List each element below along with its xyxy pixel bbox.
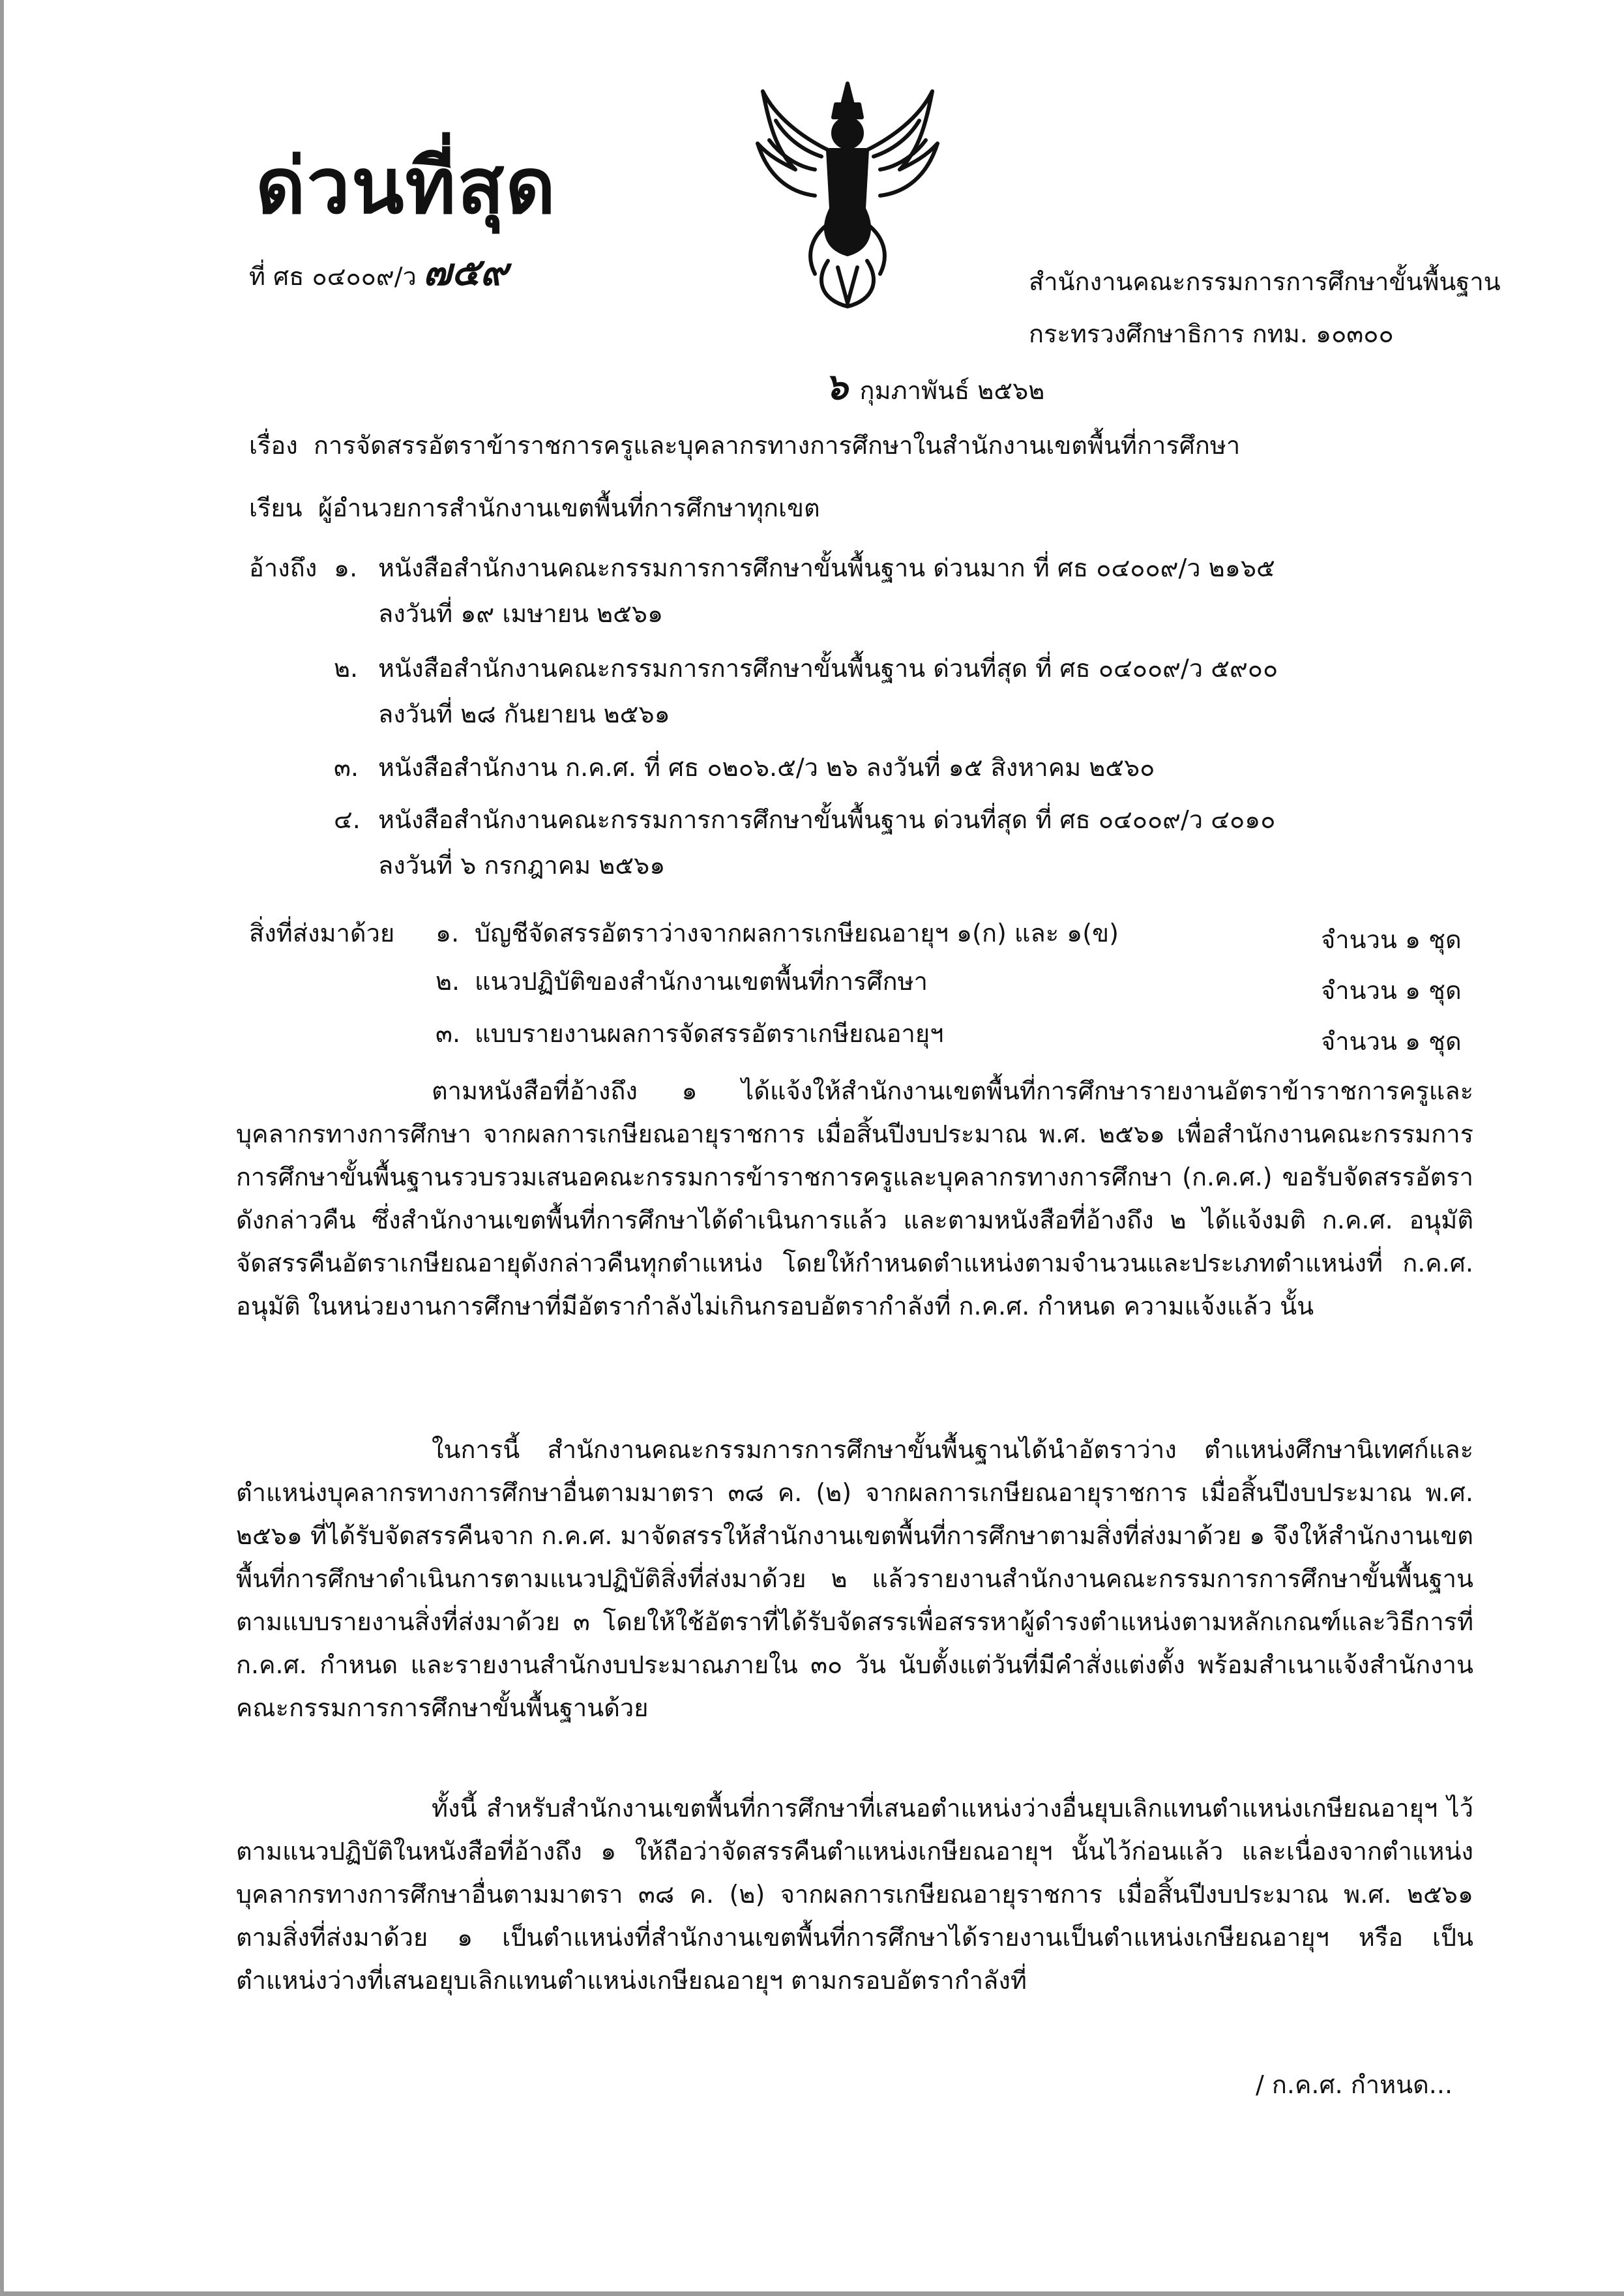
reference-label: ที่ ศธ ๐๔๐๐๙/ว bbox=[249, 262, 417, 291]
letter-date bbox=[825, 357, 1044, 415]
scan-edge-bottom bbox=[0, 2291, 1624, 2296]
date-month-year: กุมภาพันธ์ ๒๕๖๒ bbox=[859, 376, 1045, 405]
office-name: สำนักงานคณะกรรมการการศึกษาขั้นพื้นฐาน bbox=[1029, 267, 1501, 296]
date-day-handwritten: ๖ bbox=[825, 365, 848, 408]
reference-item-2-line1: หนังสือสำนักงานคณะกรรมการการศึกษาขั้นพื้นฐาน ด่วนที่สุด ที่ ศธ ๐๔๐๐๙/ว ๕๙๐๐ bbox=[378, 654, 1278, 683]
issuing-office bbox=[1029, 256, 1501, 360]
reference-item-4-line1: หนังสือสำนักงานคณะกรรมการการศึกษาขั้นพื้นฐาน ด่วนที่สุด ที่ ศธ ๐๔๐๐๙/ว ๔๐๑๐ bbox=[378, 805, 1276, 834]
reference-item-1-line2: ลงวันที่ ๑๙ เมษายน ๒๕๖๑ bbox=[378, 599, 664, 628]
subject-line bbox=[249, 425, 1240, 465]
reference-number bbox=[249, 241, 508, 302]
enclosures-label: สิ่งที่ส่งมาด้วย bbox=[249, 919, 395, 947]
references-label: อ้างถึง bbox=[249, 554, 317, 582]
addressee-line bbox=[249, 488, 820, 528]
office-address: กระทรวงศึกษาธิการ กทม. ๑๐๓๐๐ bbox=[1029, 320, 1394, 348]
reference-item-3-line1: หนังสือสำนักงาน ก.ค.ศ. ที่ ศธ ๐๒๐๖.๕/ว ๒๖ ลงวันที่ ๑๕ สิงหาคม ๒๕๖๐ bbox=[378, 753, 1155, 782]
reference-item-2-num: ๒. bbox=[334, 654, 359, 683]
reference-item-1-line1: หนังสือสำนักงานคณะกรรมการการศึกษาขั้นพื้นฐาน ด่วนมาก ที่ ศธ ๐๔๐๐๙/ว ๒๑๖๕ bbox=[378, 554, 1275, 582]
reference-item-4-num: ๔. bbox=[334, 805, 361, 834]
enclosure-item-3-text: แบบรายงานผลการจัดสรรอัตราเกษียณอายุฯ bbox=[475, 1019, 944, 1048]
addressee-label: เรียน bbox=[249, 494, 303, 522]
subject-text: การจัดสรรอัตราข้าราชการครูและบุคลากรทางการศึกษาในสำนักงานเขตพื้นที่การศึกษา bbox=[313, 431, 1241, 460]
garuda-emblem-icon bbox=[750, 78, 945, 313]
subject-label: เรื่อง bbox=[249, 431, 298, 460]
enclosure-item-2-num: ๒. bbox=[436, 967, 460, 996]
addressee-text: ผู้อำนวยการสำนักงานเขตพื้นที่การศึกษาทุกเขต bbox=[317, 494, 820, 522]
enclosure-item-2-qty: จำนวน ๑ ชุด bbox=[1321, 976, 1462, 1005]
continuation-marker: / ก.ค.ศ. กำหนด... bbox=[1256, 2070, 1453, 2099]
reference-item-4-line2: ลงวันที่ ๖ กรกฎาคม ๒๕๖๑ bbox=[378, 851, 666, 880]
scan-edge-left bbox=[0, 0, 4, 2296]
enclosure-item-1-num: ๑. bbox=[436, 919, 460, 947]
body-paragraph-1: ตามหนังสือที่อ้างถึง ๑ ได้แจ้งให้สำนักงานเขตพื้นที่การศึกษารายงานอัตราข้าราชการครูและบุคลากรทางการศึกษา จากผลการเกษียณอายุราชการ เมื่อสิ้นปีงบประมาณ พ.ศ. ๒๕๖๑ เพื่อสำนักงานคณะกรรมการการศึกษาขั้นพื้นฐานรวบรวมเสนอคณะกรรมการข้าราชการครูและบุคลากรทางการศึกษา (ก.ค.ศ.) ขอรับจัดสรรอัตราดังกล่าวคืน ซึ่งสำนักงานเขตพื้นที่การศึกษาได้ดำเนินการแล้ว และตามหนังสือที่อ้างถึง ๒ ได้แจ้งมติ ก.ค.ศ. อนุมัติจัดสรรคืนอัตราเกษียณอายุดังกล่าวคืนทุกตำแหน่ง โดยให้กำหนดตำแหน่งตามจำนวนและประเภทตำแหน่งที่ ก.ค.ศ. อนุมัติ ในหน่วยงานการศึกษาที่มีอัตรากำลังไม่เกินกรอบอัตรากำลังที่ ก.ค.ศ. กำหนด ความแจ้งแล้ว นั้น bbox=[236, 1077, 1473, 1320]
urgency-stamp: ด่วนที่สุด bbox=[256, 140, 557, 231]
reference-item-1-num: ๑. bbox=[334, 554, 358, 582]
body-paragraph-3: ทั้งนี้ สำหรับสำนักงานเขตพื้นที่การศึกษาที่เสนอตำแหน่งว่างอื่นยุบเลิกแทนตำแหน่งเกษียณอายุฯ ไว้ตามแนวปฏิบัติในหนังสือที่อ้างถึง ๑ ให้ถือว่าจัดสรรคืนตำแหน่งเกษียณอายุฯ นั้นไว้ก่อนแล้ว และเนื่องจากตำแหน่งบุคลากรทางการศึกษาอื่นตามมาตรา ๓๘ ค. (๒) จากผลการเกษียณอายุราชการ เมื่อสิ้นปีงบประมาณ พ.ศ. ๒๕๖๑ ตามสิ่งที่ส่งมาด้วย ๑ เป็นตำแหน่งที่สำนักงานเขตพื้นที่การศึกษาได้รายงานเป็นตำแหน่งเกษียณอายุฯ หรือ เป็นตำแหน่งว่างที่เสนอยุบเลิกแทนตำแหน่งเกษียณอายุฯ ตามกรอบอัตรากำลังที่ bbox=[236, 1794, 1473, 1995]
body-paragraph-2: ในการนี้ สำนักงานคณะกรรมการการศึกษาขั้นพื้นฐานได้นำอัตราว่าง ตำแหน่งศึกษานิเทศก์และตำแหน่งบุคลากรทางการศึกษาอื่นตามมาตรา ๓๘ ค. (๒) จากผลการเกษียณอายุราชการ เมื่อสิ้นปีงบประมาณ พ.ศ. ๒๕๖๑ ที่ได้รับจัดสรรคืนจาก ก.ค.ศ. มาจัดสรรให้สำนักงานเขตพื้นที่การศึกษาตามสิ่งที่ส่งมาด้วย ๑ จึงให้สำนักงานเขตพื้นที่การศึกษาดำเนินการตามแนวปฏิบัติสิ่งที่ส่งมาด้วย ๒ แล้วรายงานสำนักงานคณะกรรมการการศึกษาขั้นพื้นฐานตามแบบรายงานสิ่งที่ส่งมาด้วย ๓ โดยให้ใช้อัตราที่ได้รับจัดสรรเพื่อสรรหาผู้ดำรงตำแหน่งตามหลักเกณฑ์และวิธีการที่ ก.ค.ศ. กำหนด และรายงานสำนักงบประมาณภายใน ๓๐ วัน นับตั้งแต่วันที่มีคำสั่งแต่งตั้ง พร้อมสำเนาแจ้งสำนักงานคณะกรรมการการศึกษาขั้นพื้นฐานด้วย bbox=[236, 1435, 1473, 1722]
enclosure-item-1-text: บัญชีจัดสรรอัตราว่างจากผลการเกษียณอายุฯ ๑(ก) และ ๑(ข) bbox=[475, 919, 1119, 947]
enclosure-item-2-text: แนวปฏิบัติของสำนักงานเขตพื้นที่การศึกษา bbox=[475, 967, 928, 996]
reference-item-3-num: ๓. bbox=[334, 753, 359, 782]
enclosure-item-3-qty: จำนวน ๑ ชุด bbox=[1321, 1027, 1462, 1056]
reference-item-2-line2: ลงวันที่ ๒๘ กันยายน ๒๕๖๑ bbox=[378, 700, 670, 728]
enclosure-item-3-num: ๓. bbox=[436, 1019, 461, 1048]
enclosure-item-1-qty: จำนวน ๑ ชุด bbox=[1321, 925, 1462, 954]
reference-number-handwritten: ๗๕๙ bbox=[422, 250, 508, 294]
